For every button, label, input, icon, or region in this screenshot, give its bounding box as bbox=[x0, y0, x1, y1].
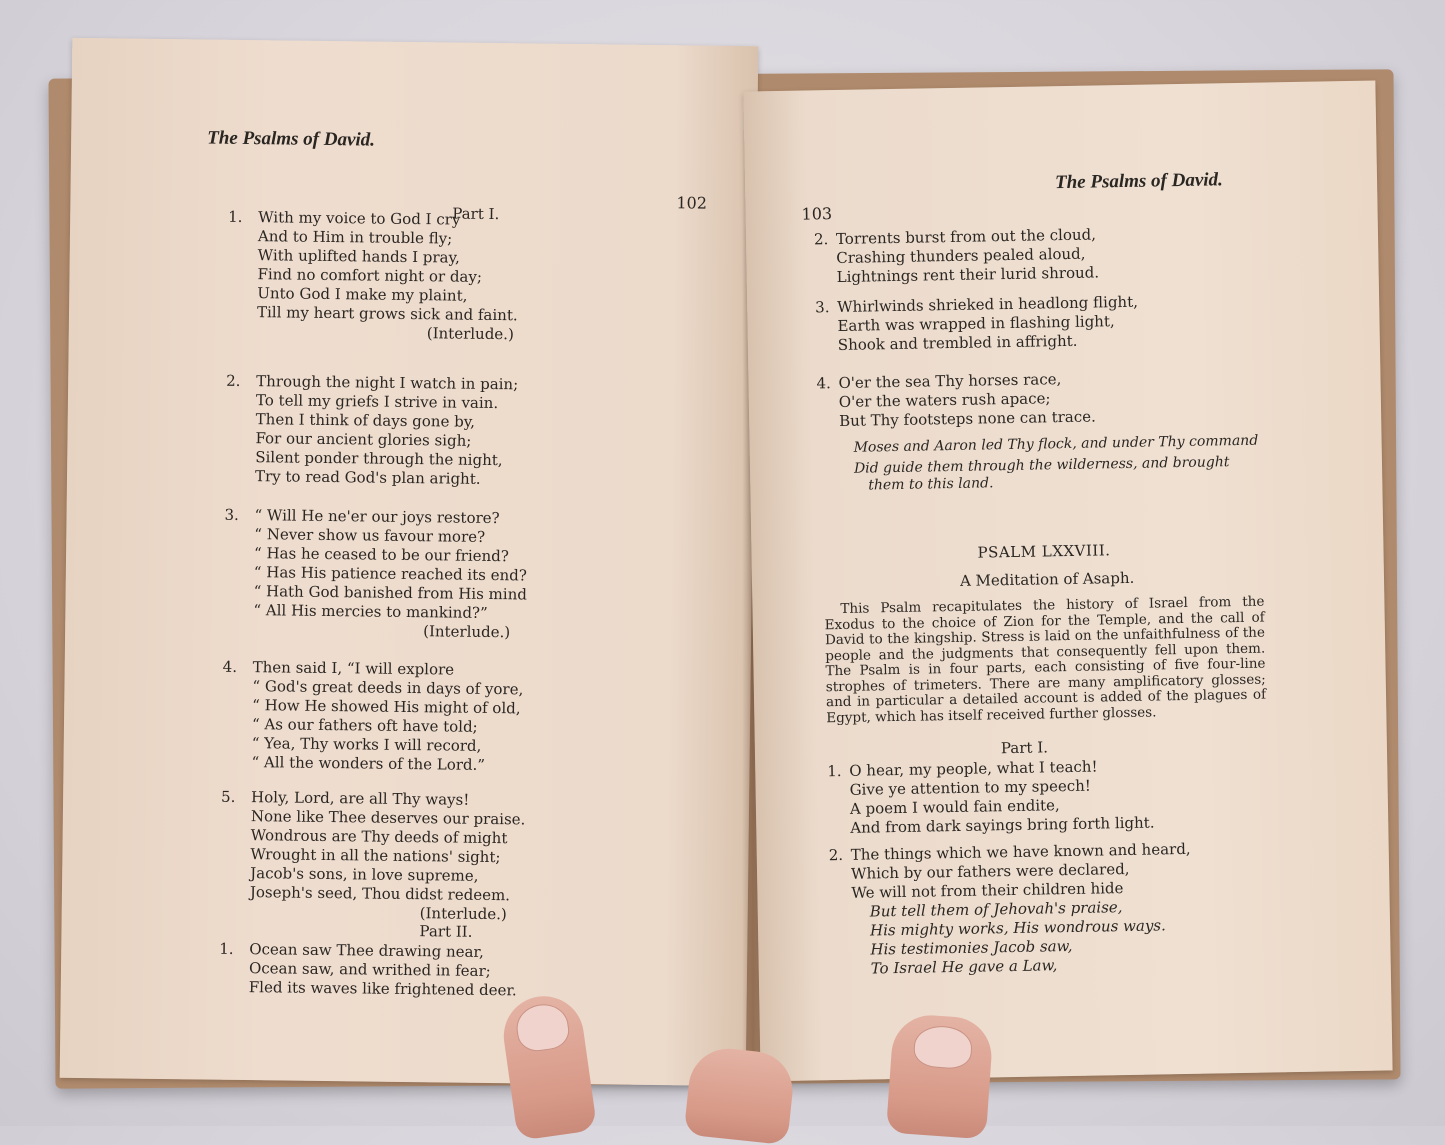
left-part2-stanza-1 bbox=[219, 940, 518, 1001]
right-part1-stanza-1 bbox=[827, 757, 1155, 839]
left-stanza-2 bbox=[225, 372, 518, 490]
right-stanza-4 bbox=[816, 369, 1096, 431]
verse-line: “ Has His patience reached its end? bbox=[253, 563, 527, 585]
verse-line: Torrents burst from out the cloud, bbox=[835, 225, 1097, 248]
verse-line: Earth was wrapped in flashing light, bbox=[837, 312, 1115, 335]
verse-line: O hear, my people, what I teach! bbox=[849, 757, 1098, 780]
verse-line: But tell them of Jehovah's praise, bbox=[869, 898, 1123, 921]
right-page-number: 103 bbox=[801, 204, 833, 224]
stanza-number: 4. bbox=[816, 374, 831, 393]
verse-line: Silent ponder through the night, bbox=[255, 448, 503, 470]
right-stanza-3 bbox=[815, 293, 1139, 356]
verse-line: His testimonies Jacob saw, bbox=[870, 936, 1073, 959]
verse-line: The things which we have known and heard, bbox=[850, 839, 1191, 864]
verse-line: With uplifted hands I pray, bbox=[257, 246, 460, 267]
verse-line: We will not from their children hide bbox=[851, 879, 1124, 902]
verse-line: O'er the sea Thy horses race, bbox=[838, 370, 1062, 392]
verse-line: Give ye attention to my speech! bbox=[849, 776, 1092, 799]
verse-line: To Israel He gave a Law, bbox=[870, 956, 1058, 978]
verse-line: O'er the waters rush apace; bbox=[838, 389, 1051, 411]
left-running-head: The Psalms of David. bbox=[207, 127, 376, 151]
verse-line: Which by our fathers were declared, bbox=[850, 859, 1130, 883]
stanza-number: 5. bbox=[221, 787, 236, 806]
verse-line: To tell my griefs I strive in vain. bbox=[255, 391, 499, 413]
verse-line: And to Him in trouble fly; bbox=[257, 227, 453, 248]
thumbnail bbox=[514, 1001, 572, 1054]
verse-line: “ Yea, Thy works I will record, bbox=[251, 734, 482, 755]
verse-line: A poem I would fain endite, bbox=[849, 796, 1060, 818]
right-page bbox=[743, 81, 1392, 1082]
verse-line: Lightnings rent their lurid shroud. bbox=[836, 263, 1100, 286]
verse-line: “ God's great deeds in days of yore, bbox=[252, 677, 524, 699]
left-stanza-5 bbox=[220, 788, 526, 925]
italic-note-line: Moses and Aaron led Thy flock, and under Thy command bbox=[853, 432, 1259, 456]
left-stanza-3 bbox=[223, 506, 528, 643]
left-part1-heading: Part I. bbox=[452, 204, 500, 224]
psalm-subtitle: A Meditation of Asaph. bbox=[959, 568, 1135, 590]
verse-line: But Thy footsteps none can trace. bbox=[839, 407, 1096, 430]
verse-line: Joseph's seed, Thou didst redeem. bbox=[249, 883, 511, 905]
left-page bbox=[60, 38, 759, 1086]
verse-line: “ Never show us favour more? bbox=[254, 525, 486, 546]
verse-line: Then said I, “I will explore bbox=[252, 658, 455, 679]
verse-line: And from dark sayings bring forth light. bbox=[850, 813, 1155, 837]
verse-line: Unto God I make my plaint, bbox=[257, 284, 468, 305]
verse-line: None like Thee deserves our praise. bbox=[250, 807, 526, 829]
verse-line: Ocean saw, and writhed in fear; bbox=[248, 959, 491, 981]
verse-line: Holy, Lord, are all Thy ways! bbox=[251, 788, 470, 809]
italic-note bbox=[854, 433, 1265, 495]
left-stanza-1 bbox=[227, 208, 519, 345]
verse-line: Jacob's sons, in love supreme, bbox=[250, 864, 479, 885]
right-thumb bbox=[886, 1013, 994, 1140]
verse-line: His mighty works, His wondrous ways. bbox=[869, 916, 1166, 940]
verse-line: “ All His mercies to mankind?” bbox=[253, 601, 488, 622]
thumbnail bbox=[913, 1024, 974, 1070]
verse-line: Try to read God's plan aright. bbox=[254, 467, 481, 488]
verse-line: Crashing thunders pealed aloud, bbox=[836, 244, 1086, 267]
left-page-number: 102 bbox=[676, 193, 708, 213]
interlude-label: (Interlude.) bbox=[426, 324, 514, 344]
verse-line: Wrought in all the nations' sight; bbox=[250, 845, 501, 867]
right-running-head: The Psalms of David. bbox=[1054, 169, 1224, 194]
stanza-number: 1. bbox=[219, 939, 234, 958]
stanza-number: 3. bbox=[224, 505, 239, 524]
verse-line: With my voice to God I cry bbox=[258, 208, 461, 229]
right-part1-heading: Part I. bbox=[1000, 738, 1049, 758]
interlude-label: (Interlude.) bbox=[423, 622, 511, 642]
verse-line: For our ancient glories sigh; bbox=[255, 429, 472, 450]
verse-line: Ocean saw Thee drawing near, bbox=[249, 940, 484, 961]
interlude-label: (Interlude.) bbox=[419, 904, 507, 924]
italic-note-line: Did guide them through the wilderness, and brought them to this land. bbox=[853, 454, 1230, 494]
verse-line: Find no comfort night or day; bbox=[257, 265, 483, 286]
verse-line: “ All the wonders of the Lord.” bbox=[251, 753, 486, 774]
stanza-number: 3. bbox=[815, 298, 830, 317]
verse-line: “ Hath God banished from His mind bbox=[253, 582, 528, 604]
verse-line: Through the night I watch in pain; bbox=[256, 372, 519, 394]
stanza-number: 1. bbox=[228, 207, 243, 226]
stanza-number: 2. bbox=[226, 371, 241, 390]
stanza-number: 2. bbox=[813, 230, 829, 249]
verse-line: “ How He showed His might of old, bbox=[252, 696, 521, 718]
stanza-number: 4. bbox=[222, 657, 238, 676]
psalm-title: PSALM LXXVIII. bbox=[977, 541, 1111, 562]
right-stanza-2 bbox=[814, 225, 1099, 287]
left-stanza-4 bbox=[221, 658, 523, 776]
verse-line: Whirlwinds shrieked in headlong flight, bbox=[837, 292, 1139, 316]
verse-line: Then I think of days gone by, bbox=[255, 410, 476, 431]
verse-line: Shook and trembled in affright. bbox=[837, 331, 1078, 354]
psalm-intro-paragraph: This Psalm recapitulates the history of Israel from the Exodus to the choice of Zion for the Temple, and the call of David to the kingship. Stress is laid on the unfaithfulness of the people and the judgments that consequently fell upon them. The Psalm is in four parts, each consisting of five four-line strophes of trimeters. There are many amplificatory glosses; and in particular a detailed account is added of the plagues of Egypt, which has itself received further glosses. bbox=[824, 593, 1267, 726]
verse-line: “ Will He ne'er our joys restore? bbox=[254, 506, 500, 528]
left-part2-heading: Part II. bbox=[419, 922, 473, 941]
right-part1-stanza-2 bbox=[829, 840, 1193, 979]
verse-line: Fled its waves like frightened deer. bbox=[248, 978, 517, 1000]
verse-line: “ As our fathers oft have told; bbox=[251, 715, 478, 736]
verse-line: Till my heart grows sick and faint. bbox=[256, 303, 518, 325]
verse-line: “ Has he ceased to be our friend? bbox=[253, 544, 510, 566]
verse-line: Wondrous are Thy deeds of might bbox=[250, 826, 508, 848]
stanza-number: 2. bbox=[828, 845, 844, 865]
stanza-number: 1. bbox=[827, 761, 842, 781]
